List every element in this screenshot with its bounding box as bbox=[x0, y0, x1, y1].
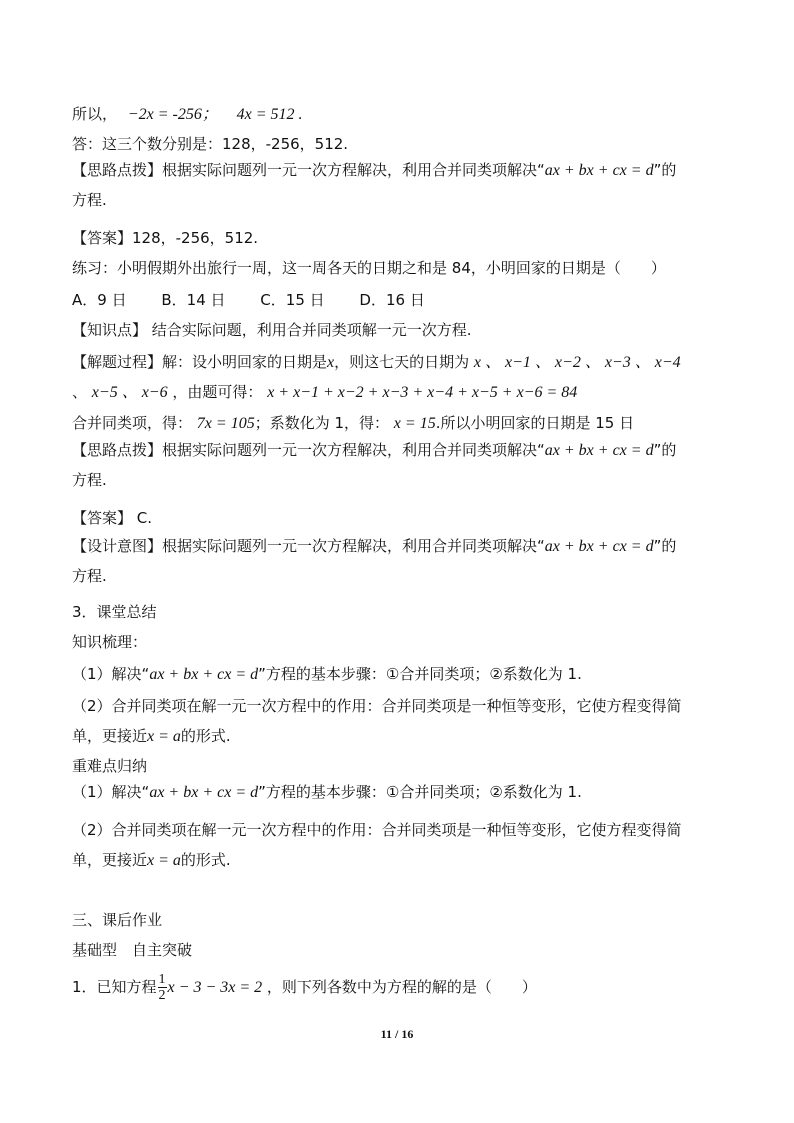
section-heading-homework: 三、课后作业 bbox=[72, 911, 163, 929]
text: 【解题过程】解：设小明回家的日期是 bbox=[72, 353, 328, 371]
line-hint-2-cont: 方程. bbox=[72, 471, 107, 489]
math-expression: x 、 x−1 、 x−2 、 x−3 、 x−4 bbox=[473, 354, 681, 371]
line-hint-2 bbox=[72, 440, 676, 461]
line-answer-numbers: 答：这三个数分别是：128，-256，512. bbox=[72, 135, 349, 153]
text: ”方程的基本步骤：①合并同类项；②系数化为 1. bbox=[258, 783, 582, 801]
page-number: 11 / 16 bbox=[380, 1027, 414, 1041]
line-design-intent-cont: 方程. bbox=[72, 567, 107, 585]
line-exercise-options bbox=[72, 290, 425, 310]
subheading-key-points: 重难点归纳 bbox=[72, 757, 148, 775]
line-keypoint-2: （2）合并同类项在解一元一次方程中的作用：合并同类项是一种恒等变形，它使方程变得简 bbox=[72, 821, 682, 839]
line-solution-process bbox=[72, 352, 681, 373]
math-expression: 4x = 512 . bbox=[236, 106, 303, 123]
text: ，则这七天的日期为 bbox=[334, 353, 470, 371]
text: ，则下列各数中为方程的解的是（ ） bbox=[266, 978, 537, 996]
math-expression: x − 3 − 3x = 2 bbox=[167, 979, 263, 996]
line-question-1 bbox=[72, 970, 537, 1005]
text: 1．已知方程 bbox=[72, 978, 157, 996]
math-expression: x + x−1 + x−2 + x−3 + x−4 + x−5 + x−6 = 84 bbox=[267, 384, 578, 401]
text: 、 bbox=[72, 383, 88, 401]
text: ”的 bbox=[653, 161, 677, 179]
text: （1）解决“ bbox=[72, 783, 150, 801]
text: ；系数化为 1，得： bbox=[254, 414, 390, 432]
text: 【思路点拨】根据实际问题列一元一次方程解决，利用合并同类项解决“ bbox=[72, 161, 545, 179]
option-c: C．15 日 bbox=[260, 291, 325, 309]
math-expression: ax + bx + cx = d bbox=[149, 784, 259, 801]
line-keypoint-2-cont bbox=[72, 850, 231, 871]
math-expression: ax + bx + cx = d bbox=[149, 666, 259, 683]
line-hint-1 bbox=[72, 160, 676, 181]
line-solution-values bbox=[72, 104, 303, 125]
section-heading-summary: 3．课堂总结 bbox=[72, 603, 157, 621]
math-expression: x = 15 bbox=[393, 415, 436, 432]
line-summary-1 bbox=[72, 664, 582, 685]
line-design-intent bbox=[72, 536, 676, 557]
fraction bbox=[158, 972, 167, 1003]
text: 所以， bbox=[72, 105, 118, 123]
math-expression: ax + bx + cx = d bbox=[544, 442, 654, 459]
math-expression: −2x = -256； bbox=[127, 106, 218, 123]
line-answer-1: 【答案】128，-256，512. bbox=[72, 229, 259, 247]
subheading-knowledge: 知识梳理： bbox=[72, 633, 148, 651]
text: ，由题可得： bbox=[172, 383, 263, 401]
text: 单，更接近 bbox=[72, 727, 148, 745]
text: 的形式. bbox=[180, 851, 231, 869]
text: ”的 bbox=[653, 537, 677, 555]
fraction-numerator: 1 bbox=[158, 972, 166, 987]
math-expression: x bbox=[327, 354, 335, 371]
line-hint-1-cont: 方程. bbox=[72, 191, 107, 209]
option-d: D．16 日 bbox=[359, 291, 425, 309]
math-expression: 7x = 105 bbox=[196, 415, 255, 432]
text: .所以小明回家的日期是 15 日 bbox=[435, 414, 635, 432]
line-solution-equation bbox=[72, 382, 577, 403]
text: 【设计意图】根据实际问题列一元一次方程解决，利用合并同类项解决“ bbox=[72, 537, 545, 555]
text: 【思路点拨】根据实际问题列一元一次方程解决，利用合并同类项解决“ bbox=[72, 441, 545, 459]
line-summary-2-cont bbox=[72, 726, 231, 747]
text: 的形式. bbox=[180, 727, 231, 745]
option-a: A．9 日 bbox=[72, 291, 127, 309]
text: 合并同类项，得： bbox=[72, 414, 193, 432]
math-expression: ax + bx + cx = d bbox=[544, 538, 654, 555]
line-knowledge-point: 【知识点】 结合实际问题，利用合并同类项解一元一次方程. bbox=[72, 321, 472, 339]
text: ”方程的基本步骤：①合并同类项；②系数化为 1. bbox=[258, 665, 582, 683]
line-answer-2: 【答案】 C. bbox=[72, 509, 153, 527]
subheading-basic: 基础型 自主突破 bbox=[72, 941, 193, 959]
math-expression: x−5 、 x−6 bbox=[91, 384, 168, 401]
line-solution-result bbox=[72, 413, 634, 434]
text: ”的 bbox=[653, 441, 677, 459]
text: 单，更接近 bbox=[72, 851, 148, 869]
line-exercise-question: 练习：小明假期外出旅行一周，这一周各天的日期之和是 84，小明回家的日期是（ ） bbox=[72, 259, 666, 277]
option-b: B．14 日 bbox=[161, 291, 226, 309]
line-keypoint-1 bbox=[72, 782, 582, 803]
text: （1）解决“ bbox=[72, 665, 150, 683]
math-expression: ax + bx + cx = d bbox=[544, 162, 654, 179]
line-summary-2: （2）合并同类项在解一元一次方程中的作用：合并同类项是一种恒等变形，它使方程变得简 bbox=[72, 697, 682, 715]
fraction-denominator: 2 bbox=[158, 988, 166, 1003]
math-expression: x = a bbox=[147, 852, 181, 869]
math-expression: x = a bbox=[147, 728, 181, 745]
